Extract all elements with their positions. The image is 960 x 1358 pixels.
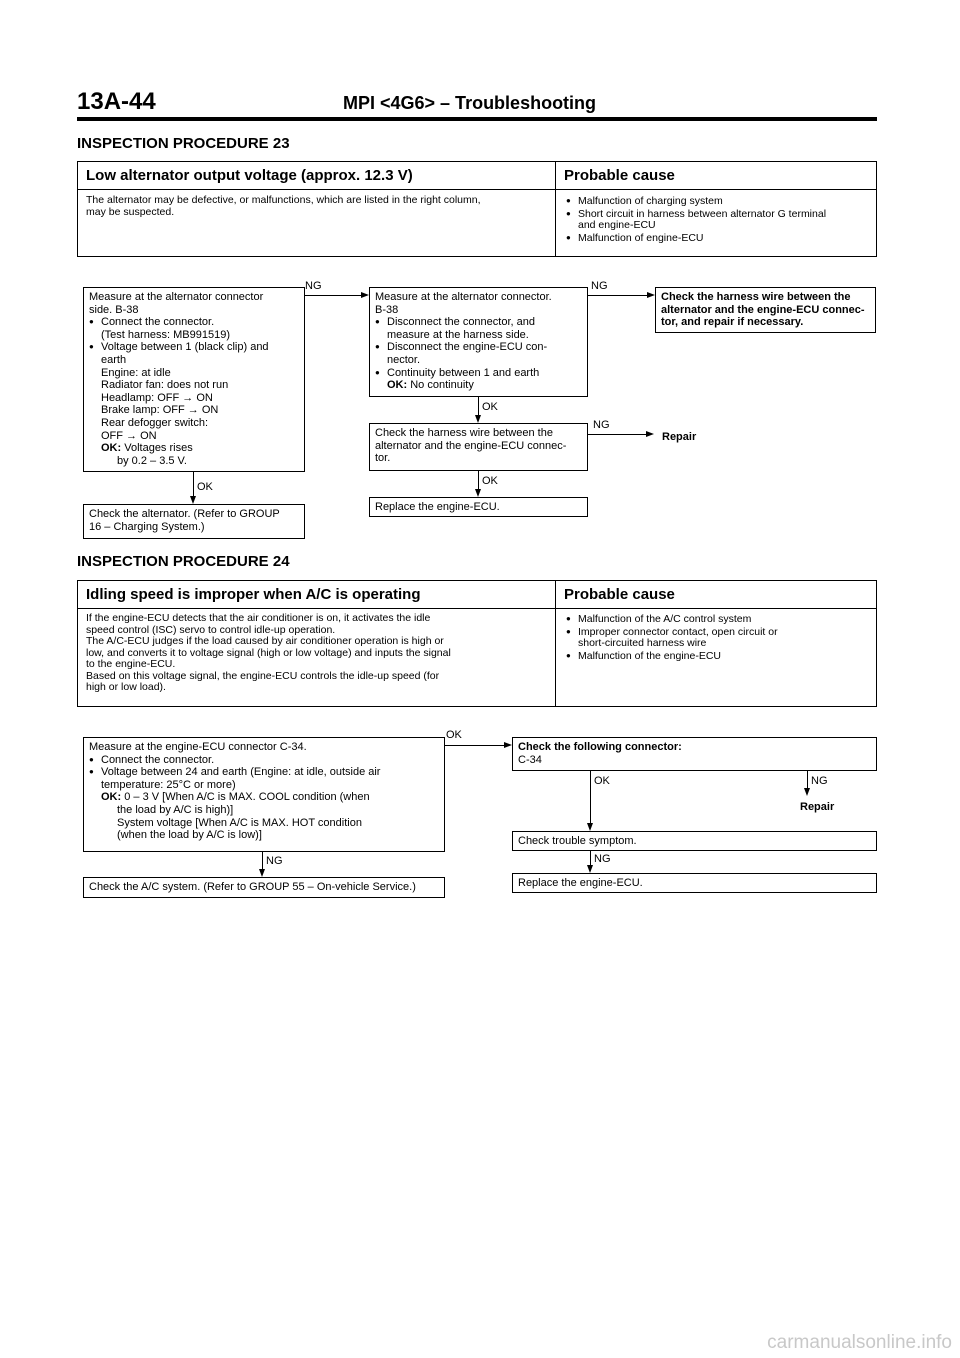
- step-check-harness: Check the harness wire between the alternator and the engine-ECU connec- tor.: [369, 423, 588, 471]
- cause-item: ● Malfunction of the engine-ECU: [578, 650, 874, 663]
- table-divider: [555, 581, 556, 706]
- cause-item: ● Malfunction of charging system: [578, 195, 874, 208]
- repair-label: Repair: [662, 431, 697, 443]
- procedure-24-title: INSPECTION PROCEDURE 24: [77, 553, 290, 570]
- connector-ok-2: [590, 771, 591, 823]
- step-check-harness-repair: Check the harness wire between the alternator and the engine-ECU connec- tor, and repair if necessary.: [655, 287, 876, 333]
- header-rule: [77, 117, 877, 121]
- arrow-down-icon: [259, 869, 265, 877]
- arrow-right-icon: [646, 431, 654, 437]
- ng-label: NG: [811, 775, 828, 787]
- step-check-trouble-symptom: Check trouble symptom.: [512, 831, 877, 851]
- arrow-down-icon: [804, 788, 810, 796]
- procedure-23-table: [77, 161, 877, 257]
- arrow-right-icon: [504, 742, 512, 748]
- connector-ng-2: [588, 295, 647, 296]
- ng-label: NG: [593, 419, 610, 431]
- table-divider: [555, 162, 556, 256]
- arrow-down-icon: [190, 496, 196, 504]
- cause-item: ● Malfunction of engine-ECU: [578, 232, 874, 245]
- ok-label: OK: [594, 775, 610, 787]
- cause-item: ● Malfunction of the A/C control system: [578, 613, 874, 626]
- step-check-ac-system: Check the A/C system. (Refer to GROUP 55 – On-vehicle Service.): [83, 877, 445, 898]
- connector-ok-3: [478, 471, 479, 489]
- connector-ok-2: [478, 397, 479, 415]
- symptom-heading: Idling speed is improper when A/C is operating: [86, 586, 421, 603]
- table-header-rule: [78, 189, 876, 190]
- probable-cause-heading: Probable cause: [564, 167, 675, 184]
- ng-label: NG: [594, 853, 611, 865]
- page-number: 13A-44: [77, 88, 156, 115]
- page-header-title: MPI <4G6> – Troubleshooting: [343, 93, 597, 113]
- step-measure-continuity: Measure at the alternator connector. B-38 ● Disconnect the connector, and measure at the harness side. ● Disconnect the engine-ECU con- nector. ● Continuity between 1 and earth OK: No continuity: [369, 287, 588, 397]
- repair-label: Repair: [800, 801, 835, 813]
- connector-ng-1: [262, 852, 263, 869]
- arrow-right-icon: [647, 292, 655, 298]
- ng-label: NG: [305, 280, 322, 292]
- watermark: carmanualsonline.info: [767, 1332, 952, 1353]
- arrow-right-icon: [361, 292, 369, 298]
- step-check-connector: Check the following connector: C-34: [512, 737, 877, 771]
- procedure-24-table: [77, 580, 877, 707]
- probable-cause-list: ● Malfunction of charging system ● Short circuit in harness between alternator G terminal and engine-ECU ● Malfunction of engine-ECU: [578, 195, 874, 244]
- symptom-description: If the engine-ECU detects that the air conditioner is on, it activates the idle speed control (ISC) servo to control idle-up operation. The A/C-ECU judges if the load caused by air conditioner operation is high or low, and converts it to voltage signal (high or low voltage) and inputs the signal to the engine-ECU. Based on this voltage signal, the engine-ECU controls the idle-up speed (for high or low load).: [86, 612, 451, 693]
- connector-ok-1: [445, 745, 504, 746]
- connector-ng-2: [807, 771, 808, 788]
- ok-label: OK: [197, 481, 213, 493]
- cause-item: ● Improper connector contact, open circuit or: [578, 626, 874, 639]
- table-header-rule: [78, 608, 876, 609]
- symptom-heading: Low alternator output voltage (approx. 12.3 V): [86, 167, 413, 184]
- arrow-down-icon: [587, 865, 593, 873]
- arrow-down-icon: [587, 823, 593, 831]
- step-measure-ecu-connector: Measure at the engine-ECU connector C-34. ● Connect the connector. ● Voltage between 24 and earth (Engine: at idle, outside air temperature: 25°C or more) OK: 0 – 3 V [When A/C is MAX. COOL condition (when the load by A/C is high)] System voltage [When A/C is MAX. HOT condition (when the load by A/C is low)]: [83, 737, 445, 852]
- connector-ng-3: [588, 434, 646, 435]
- symptom-description: The alternator may be defective, or malfunctions, which are listed in the right column, may be suspected.: [86, 194, 481, 218]
- probable-cause-list: ● Malfunction of the A/C control system ● Improper connector contact, open circuit or short-circuited harness wire ● Malfunction of the engine-ECU: [578, 613, 874, 662]
- ng-label: NG: [266, 855, 283, 867]
- probable-cause-heading: Probable cause: [564, 586, 675, 603]
- ng-label: NG: [591, 280, 608, 292]
- step-measure-alternator-voltage: Measure at the alternator connector side. B-38 ● Connect the connector. (Test harness: MB991519) ● Voltage between 1 (black clip) and earth Engine: at idle Radiator fan: does not run Headlamp: OFF → ON Brake lamp: OFF → ON Rear defogger switch: OFF → ON OK: Voltages rises by 0.2 – 3.5 V.: [83, 287, 305, 472]
- arrow-down-icon: [475, 415, 481, 423]
- procedure-23-title: INSPECTION PROCEDURE 23: [77, 135, 290, 152]
- arrow-down-icon: [475, 489, 481, 497]
- step-replace-ecu: Replace the engine-ECU.: [369, 497, 588, 517]
- connector-ok-1: [193, 472, 194, 496]
- ok-label: OK: [482, 475, 498, 487]
- ok-label: OK: [482, 401, 498, 413]
- step-replace-ecu: Replace the engine-ECU.: [512, 873, 877, 893]
- cause-item: ● Short circuit in harness between alternator G terminal: [578, 208, 874, 221]
- ok-label: OK: [446, 729, 462, 741]
- connector-ng-1: [305, 295, 361, 296]
- connector-ng-3: [590, 851, 591, 865]
- step-check-alternator: Check the alternator. (Refer to GROUP 16 – Charging System.): [83, 504, 305, 539]
